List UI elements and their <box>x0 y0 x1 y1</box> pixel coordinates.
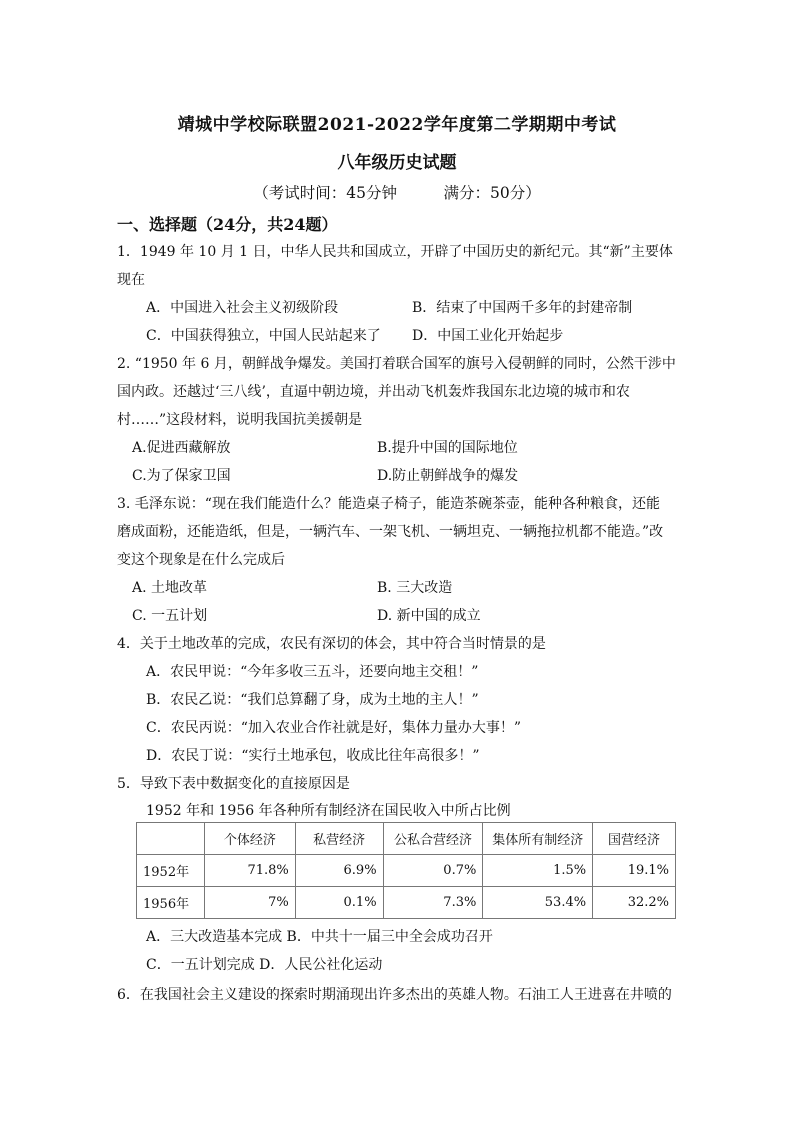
section-heading: 一、选择题（24分，共24题） <box>117 215 338 234</box>
economy-ratio-table <box>136 822 676 919</box>
table-cell: 7% <box>204 887 295 919</box>
table-header-cell: 公私合营经济 <box>383 823 483 855</box>
question-5-option-ab: A．三大改造基本完成 B．中共十一届三中全会成功召开 <box>146 929 493 945</box>
question-4-option-a: A．农民甲说：“今年多收三五斗，还要向地主交租！” <box>146 664 479 680</box>
table-header-cell <box>137 823 205 855</box>
table-row <box>137 855 676 887</box>
table-header-row <box>137 823 676 855</box>
question-1-option-a: A．中国进入社会主义初级阶段 <box>146 300 339 316</box>
question-4-option-c: C．农民丙说：“加入农业合作社就是好，集体力量办大事！” <box>146 720 522 736</box>
table-header-cell: 私营经济 <box>295 823 383 855</box>
table-header-cell: 集体所有制经济 <box>483 823 593 855</box>
question-3-option-d: D. 新中国的成立 <box>377 608 481 624</box>
table-cell: 1952年 <box>137 855 205 887</box>
question-2-stem-line-2: 国内政。还越过‘三八线’，直逼中朝边境，并出动飞机轰炸我国东北边境的城市和农 <box>117 384 630 400</box>
question-1-option-c: C．中国获得独立，中国人民站起来了 <box>146 328 381 344</box>
question-4-stem-line-1: 4．关于土地改革的完成，农民有深切的体会，其中符合当时情景的是 <box>117 636 546 652</box>
exam-info: （考试时间：45分钟 满分：50分） <box>253 184 541 202</box>
table-cell: 0.1% <box>295 887 383 919</box>
question-1-stem-line-2: 现在 <box>117 272 145 288</box>
question-3-stem-line-3: 变这个现象是在什么完成后 <box>117 552 285 568</box>
question-3-option-c: C. 一五计划 <box>132 608 208 624</box>
question-4-option-b: B．农民乙说：“我们总算翻了身，成为土地的主人！” <box>146 692 479 708</box>
table-header-cell: 个体经济 <box>204 823 295 855</box>
question-2-stem-line-1: 2. “1950 年 6 月，朝鲜战争爆发。美国打着联合国军的旗号入侵朝鲜的同时，公然干涉中 <box>117 356 676 372</box>
question-2-option-a: A.促进西藏解放 <box>132 440 231 456</box>
question-2-stem-line-3: 村……”这段材料，说明我国抗美援朝是 <box>117 412 363 428</box>
table-caption: 1952 年和 1956 年各种所有制经济在国民收入中所占比例 <box>146 803 511 819</box>
question-3-stem-line-2: 磨成面粉，还能造纸，但是，一辆汽车、一架飞机、一辆坦克、一辆拖拉机都不能造。”改 <box>117 524 664 540</box>
question-2-option-b: B.提升中国的国际地位 <box>377 440 518 456</box>
exam-title: 靖城中学校际联盟2021-2022学年度第二学期期中考试 <box>177 115 617 135</box>
question-5-option-cd: C．一五计划完成 D．人民公社化运动 <box>146 957 383 973</box>
table-cell: 0.7% <box>383 855 483 887</box>
question-3-option-a: A. 土地改革 <box>132 580 208 596</box>
question-2-option-c: C.为了保家卫国 <box>132 468 231 484</box>
question-2-option-d: D.防止朝鲜战争的爆发 <box>377 468 519 484</box>
question-4-option-d: D．农民丁说：“实行土地承包，收成比往年高很多！” <box>146 748 480 764</box>
question-5-stem-line-1: 5．导致下表中数据变化的直接原因是 <box>117 776 350 792</box>
question-3-stem-line-1: 3. 毛泽东说：“现在我们能造什么？能造桌子椅子，能造茶碗茶壶，能种各种粮食，还能 <box>117 496 660 512</box>
table-cell: 53.4% <box>483 887 593 919</box>
question-6-stem-line-1: 6．在我国社会主义建设的探索时期涌现出许多杰出的英雄人物。石油工人王进喜在井喷的 <box>117 987 672 1003</box>
table-cell: 6.9% <box>295 855 383 887</box>
exam-subtitle: 八年级历史试题 <box>337 153 457 173</box>
table-cell: 71.8% <box>204 855 295 887</box>
table-cell: 1.5% <box>483 855 593 887</box>
question-1-option-b: B．结束了中国两千多年的封建帝制 <box>412 300 633 316</box>
question-3-option-b: B. 三大改造 <box>377 580 453 596</box>
table-cell: 7.3% <box>383 887 483 919</box>
table-header-cell: 国营经济 <box>593 823 676 855</box>
table-cell: 32.2% <box>593 887 676 919</box>
question-1-stem-line-1: 1．1949 年 10 月 1 日，中华人民共和国成立，开辟了中国历史的新纪元。其“新”主要体 <box>117 244 673 260</box>
table-cell: 1956年 <box>137 887 205 919</box>
table-cell: 19.1% <box>593 855 676 887</box>
question-1-option-d: D．中国工业化开始起步 <box>412 328 564 344</box>
table-row <box>137 887 676 919</box>
